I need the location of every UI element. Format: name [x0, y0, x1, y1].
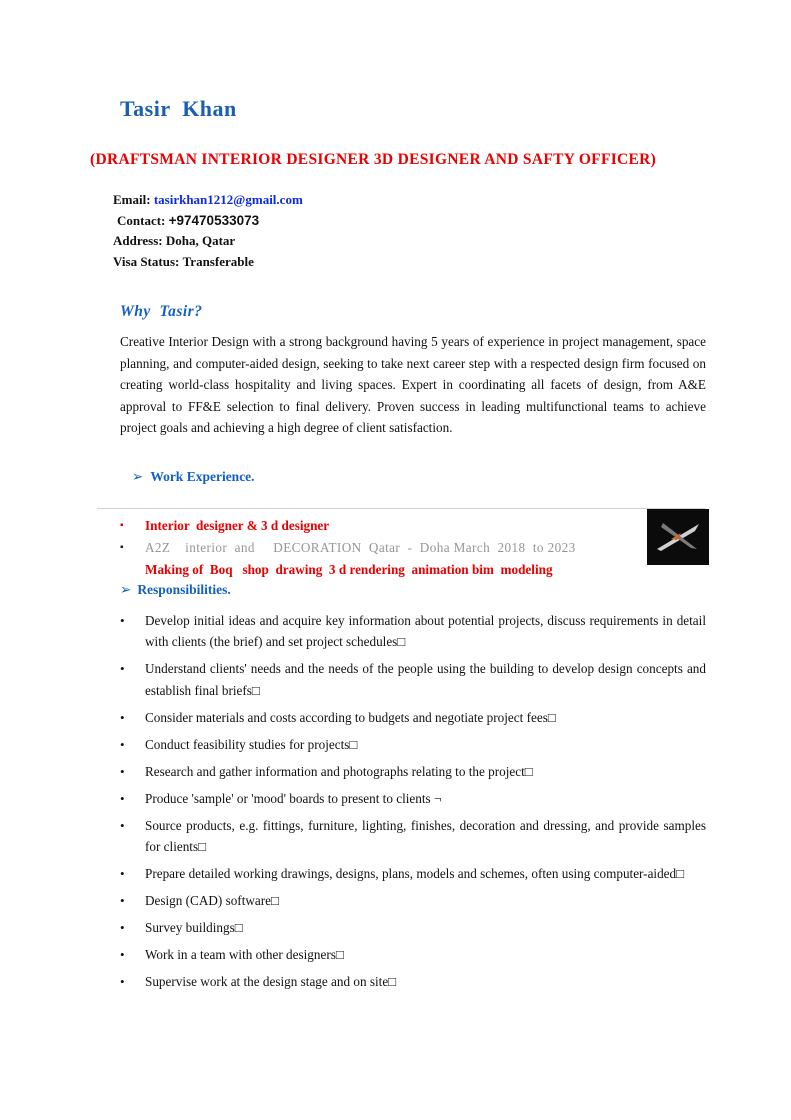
list-item-text: Research and gather information and photographs relating to the project□	[145, 763, 533, 779]
subtitle: (DRAFTSMAN INTERIOR DESIGNER 3D DESIGNER AND SAFTY OFFICER)	[90, 151, 657, 168]
arrow-bullet-icon: ➢	[120, 581, 132, 597]
list-item-text: Consider materials and costs according to budgets and negotiate project fees□	[145, 709, 556, 725]
bullet-icon: •	[120, 866, 125, 882]
summary-paragraph: Creative Interior Design with a strong background having 5 years of experience in project management, space planning, and computer-aided design, seeking to take next career step with a respected design firm focused on creating world-class hospitality and living spaces. Expert in coordinating all facets of design, from A&E approval to FF&E selection to final delivery. Proven success in leading multifunctional teams to achieve project goals and achieving a high degree of client satisfaction.	[120, 334, 706, 436]
bullet-icon: •	[120, 790, 125, 806]
bullet-icon: •	[120, 817, 125, 833]
email-row	[113, 190, 791, 210]
section-divider	[97, 508, 705, 509]
list-item	[120, 658, 706, 701]
list-item-text: Produce 'sample' or 'mood' boards to present to clients ¬	[145, 790, 442, 806]
phone-label: Contact:	[117, 212, 166, 228]
why-tasir-heading: Why Tasir?	[120, 303, 203, 321]
job-detail: Making of Boq shop drawing 3 d rendering animation bim modeling	[145, 561, 553, 577]
list-item	[120, 815, 706, 858]
work-experience-heading	[132, 469, 791, 485]
responsibilities-heading	[120, 582, 791, 598]
list-item-text: Work in a team with other designers□	[145, 947, 344, 963]
list-item-text: Design (CAD) software□	[145, 893, 279, 909]
bullet-icon: •	[120, 661, 125, 677]
list-item	[120, 863, 706, 885]
job-title: Interior designer & 3 d designer	[145, 517, 330, 533]
bullet-icon: •	[120, 736, 125, 752]
job-section	[0, 517, 791, 993]
list-item-text: Conduct feasibility studies for projects□	[145, 736, 358, 752]
list-item	[120, 917, 706, 939]
list-item-text: Develop initial ideas and acquire key information about potential projects, discuss requirements in detail with clients (the brief) and set project schedules□	[145, 612, 706, 650]
address-row	[113, 231, 791, 251]
square-bullet-icon: ▪	[120, 541, 124, 553]
bullet-icon: •	[120, 612, 125, 628]
square-bullet-icon: ▪	[120, 519, 124, 531]
list-item-text: Prepare detailed working drawings, designs, plans, models and schemes, often using computer-aided□	[145, 866, 685, 882]
responsibilities-label: Responsibilities.	[137, 581, 231, 597]
list-item	[120, 890, 706, 912]
list-item	[120, 707, 706, 729]
list-item	[120, 761, 706, 783]
list-item	[120, 734, 706, 756]
list-item	[120, 944, 706, 966]
list-item-text: Understand clients' needs and the needs of the people using the building to develop design concepts and establish final briefs□	[145, 661, 706, 698]
phone-value: +97470533073	[168, 212, 260, 228]
company-logo	[647, 509, 709, 565]
list-item	[120, 610, 706, 653]
work-experience-label: Work Experience.	[150, 468, 255, 484]
list-item-text: Survey buildings□	[145, 920, 243, 936]
bullet-icon: •	[120, 974, 125, 990]
resume-page	[0, 96, 791, 1120]
visa-row	[113, 252, 791, 272]
bullet-icon: •	[120, 893, 125, 909]
job-title-row	[120, 517, 706, 535]
contact-block	[113, 190, 791, 271]
list-item	[120, 788, 706, 810]
email-link[interactable]: tasirkhan1212@gmail.com	[153, 192, 303, 208]
list-item-text: Supervise work at the design stage and on site□	[145, 974, 397, 990]
bullet-icon: •	[120, 947, 125, 963]
phone-row	[117, 211, 791, 231]
responsibilities-list	[120, 610, 706, 993]
arrow-bullet-icon: ➢	[132, 468, 144, 484]
page-title: Tasir Khan	[120, 96, 237, 121]
address-label: Address:	[113, 233, 163, 249]
job-company: A2Z interior and DECORATION Qatar - Doha March 2018 to 2023	[145, 539, 576, 555]
address-value: Doha, Qatar	[165, 233, 236, 249]
list-item-text: Source products, e.g. fittings, furniture, lighting, finishes, decoration and dressing, and provide samples for clients□	[145, 817, 706, 855]
bullet-icon: •	[120, 709, 125, 725]
email-label: Email:	[113, 192, 151, 208]
visa-label: Visa Status:	[113, 253, 180, 269]
bullet-icon: •	[120, 920, 125, 936]
visa-value: Transferable	[182, 253, 254, 269]
list-item	[120, 971, 706, 993]
bullet-icon: •	[120, 763, 125, 779]
job-company-row	[120, 539, 706, 557]
